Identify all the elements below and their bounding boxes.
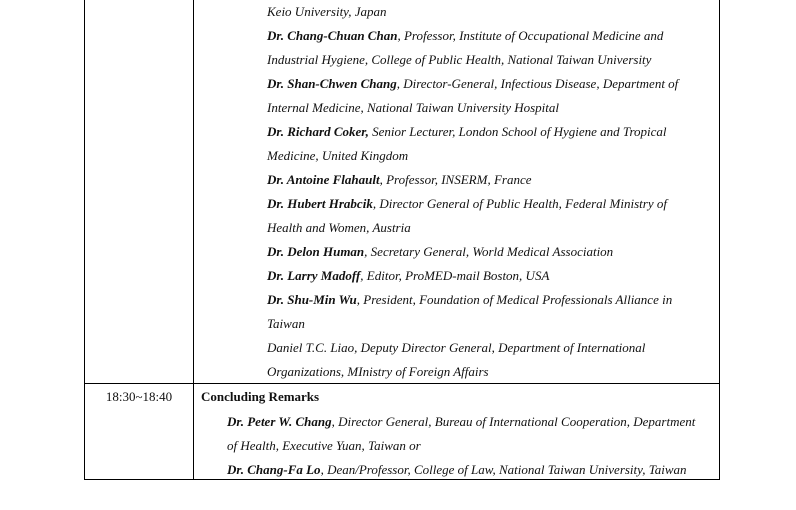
speaker-affiliation: Senior Lecturer, London School of Hygiene and Tropical xyxy=(368,124,667,139)
speaker-affiliation: , Editor, ProMED-mail Boston, USA xyxy=(360,268,550,283)
speaker-affiliation: Health and Women, Austria xyxy=(267,220,411,235)
column-divider xyxy=(193,0,194,479)
speaker-affiliation: , Secretary General, World Medical Association xyxy=(364,244,614,259)
speaker-affiliation: , President, Foundation of Medical Professionals Alliance in xyxy=(356,292,673,307)
agenda-table xyxy=(84,0,720,480)
speaker-line xyxy=(267,360,489,384)
speaker-name: Dr. Hubert Hrabcik xyxy=(267,196,373,211)
speaker-line xyxy=(267,144,408,168)
speaker-line xyxy=(267,288,672,312)
speaker-name: Dr. Delon Human xyxy=(267,244,365,259)
speaker-affiliation: Industrial Hygiene, College of Public Health, National Taiwan University xyxy=(267,52,652,67)
speaker-line xyxy=(227,458,687,482)
speaker-line xyxy=(227,410,695,434)
speaker-affiliation: Daniel T.C. Liao, Deputy Director General, Department of International xyxy=(267,340,646,355)
speaker-name: Dr. Shu-Min Wu xyxy=(267,292,357,307)
speaker-line xyxy=(227,434,421,458)
speaker-affiliation: Taiwan xyxy=(267,316,305,331)
speaker-name: Dr. Antoine Flahault xyxy=(267,172,380,187)
speaker-affiliation: , Director General of Public Health, Federal Ministry of xyxy=(372,196,667,211)
speaker-line xyxy=(267,240,613,264)
session-time: 18:30~18:40 xyxy=(105,389,173,404)
speaker-name: Dr. Peter W. Chang xyxy=(227,414,332,429)
speaker-affiliation: of Health, Executive Yuan, Taiwan or xyxy=(227,438,421,453)
speaker-affiliation: Medicine, United Kingdom xyxy=(267,148,409,163)
speaker-line xyxy=(267,0,387,24)
speaker-line xyxy=(267,216,411,240)
speaker-line xyxy=(267,48,651,72)
speaker-line xyxy=(267,72,678,96)
speaker-line xyxy=(267,264,549,288)
speaker-line xyxy=(267,24,663,48)
speaker-affiliation: , Director General, Bureau of International Cooperation, Department xyxy=(331,414,696,429)
speaker-line xyxy=(267,312,305,336)
speaker-affiliation: , Professor, INSERM, France xyxy=(379,172,532,187)
speaker-affiliation: , Director-General, Infectious Disease, Department of xyxy=(396,76,679,91)
speaker-line xyxy=(267,192,667,216)
speaker-name: Dr. Shan-Chwen Chang xyxy=(267,76,397,91)
speaker-affiliation: Internal Medicine, National Taiwan University Hospital xyxy=(267,100,560,115)
speaker-name: Dr. Chang-Fa Lo xyxy=(227,462,321,477)
speaker-line xyxy=(267,336,645,360)
speaker-line xyxy=(267,120,667,144)
speaker-name: Dr. Larry Madoff xyxy=(267,268,361,283)
speaker-affiliation: , Dean/Professor, College of Law, National Taiwan University, Taiwan xyxy=(320,462,687,477)
speaker-name: Dr. Richard Coker, xyxy=(267,124,369,139)
speaker-affiliation: Keio University, Japan xyxy=(267,4,387,19)
speaker-name: Dr. Chang-Chuan Chan xyxy=(267,28,398,43)
speaker-line xyxy=(267,96,559,120)
session-title: Concluding Remarks xyxy=(201,389,320,404)
speaker-affiliation: Organizations, MInistry of Foreign Affairs xyxy=(267,364,489,379)
speaker-affiliation: , Professor, Institute of Occupational Medicine and xyxy=(397,28,664,43)
speaker-line xyxy=(267,168,531,192)
